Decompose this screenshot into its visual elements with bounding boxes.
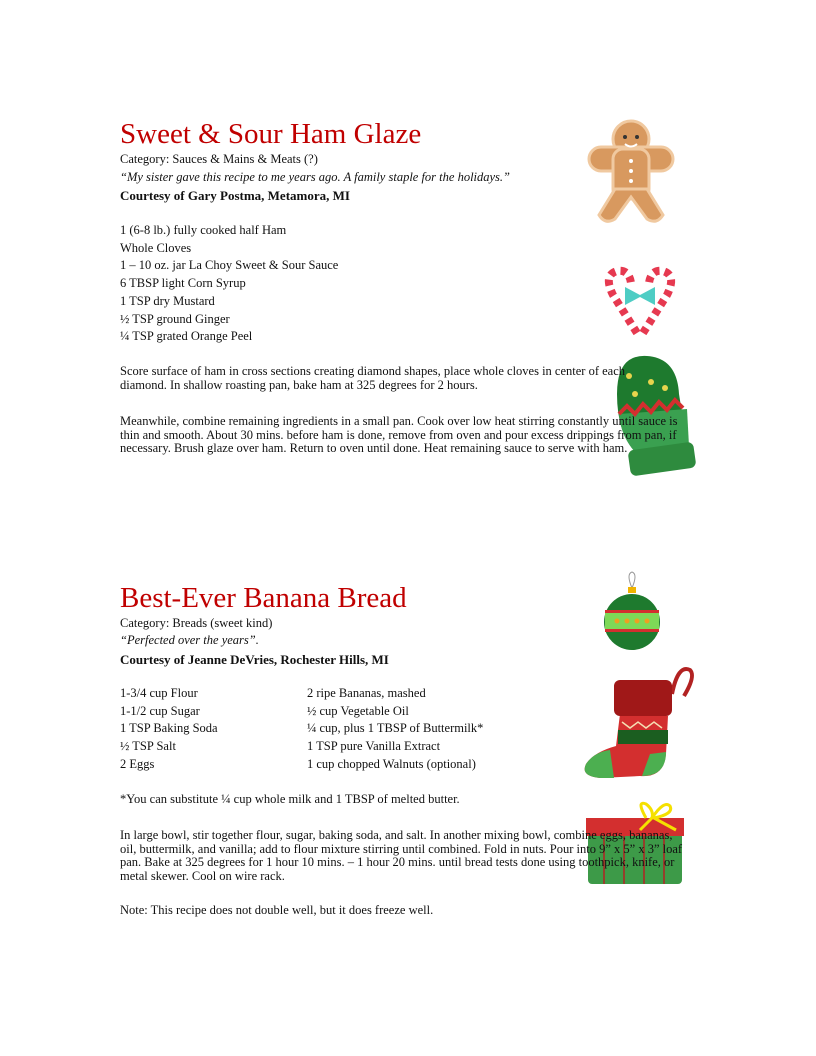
ingredient: 1-1/2 cup Sugar xyxy=(120,703,200,718)
ingredient: ½ cup Vegetable Oil xyxy=(307,703,409,718)
ingredient: 1 – 10 oz. jar La Choy Sweet & Sour Sauce xyxy=(120,258,339,273)
instruction-paragraph: Score surface of ham in cross sections creating diamond shapes, place whole cloves in center of each diamond. In shallow roasting pan, bake ham at 325 degrees for 2 hours. xyxy=(120,364,626,392)
ingredient: 2 ripe Bananas, mashed xyxy=(307,686,426,700)
ingredient: ¼ cup, plus 1 TBSP of Buttermilk* xyxy=(307,721,484,736)
instruction-paragraph: Meanwhile, combine remaining ingredients in a small pan. Cook over low heat stirring constantly until sauce is thin and smooth. About 30 mins. before ham is done, remove from oven and pour excess drippings from pan, if necessary. Brush glaze over ham. Return to oven until done. Heat remaining sauce to serve with ham. xyxy=(120,414,678,456)
ingredient: 1 TSP pure Vanilla Extract xyxy=(307,739,441,754)
instruction-paragraph: In large bowl, stir together flour, sugar, baking soda, and salt. In another mixing bowl, combine eggs, bananas, oil, buttermilk, and vanilla; add to flour mixture stirring until combined. Fold in nuts. Pour into 9” x 5” x 3” loaf pan. Bake at 325 degrees for 1 hour 10 mins. – 1 hour 20 mins. until bread tests done using toothpick, knife, or metal skewer. Cool on wire rack. xyxy=(120,828,683,884)
stocking-icon xyxy=(580,664,698,782)
ingredient: 1 TSP dry Mustard xyxy=(120,293,215,308)
ingredient: 1 TSP Baking Soda xyxy=(120,721,218,736)
recipe-courtesy: Courtesy of Gary Postma, Metamora, MI xyxy=(120,188,350,203)
ingredient: ¼ TSP grated Orange Peel xyxy=(120,329,253,344)
ingredient-list xyxy=(120,222,338,346)
recipe-title: Sweet & Sour Ham Glaze xyxy=(120,118,422,150)
recipe-quote: “My sister gave this recipe to me years ago. A family staple for the holidays.” xyxy=(120,170,511,184)
ingredient: 1 (6-8 lb.) fully cooked half Ham xyxy=(120,223,287,237)
ingredient: 1 cup chopped Walnuts (optional) xyxy=(307,756,476,771)
ingredient: Whole Cloves xyxy=(120,240,192,255)
ornament-icon xyxy=(602,570,664,652)
recipe-category: Category: Sauces & Mains & Meats (?) xyxy=(120,152,318,166)
ingredient: 6 TBSP light Corn Syrup xyxy=(120,276,246,291)
gingerbread-man-icon xyxy=(585,119,677,227)
substitute-note: *You can substitute ¼ cup whole milk and 1 TBSP of melted butter. xyxy=(120,792,460,806)
recipe-quote: “Perfected over the years”. xyxy=(120,633,259,647)
recipe-courtesy: Courtesy of Jeanne DeVries, Rochester Hills, MI xyxy=(120,652,389,667)
candy-canes-icon xyxy=(595,265,685,337)
ingredient: ½ TSP ground Ginger xyxy=(120,311,230,326)
recipe-note: Note: This recipe does not double well, but it does freeze well. xyxy=(120,903,434,917)
recipe-category: Category: Breads (sweet kind) xyxy=(120,616,273,630)
ingredient: ½ TSP Salt xyxy=(120,739,176,754)
ingredient-list-left xyxy=(120,685,218,774)
ingredient-list-right xyxy=(307,685,483,774)
ingredient: 2 Eggs xyxy=(120,756,155,771)
ingredient: 1-3/4 cup Flour xyxy=(120,686,198,700)
recipe-title: Best-Ever Banana Bread xyxy=(120,582,407,614)
